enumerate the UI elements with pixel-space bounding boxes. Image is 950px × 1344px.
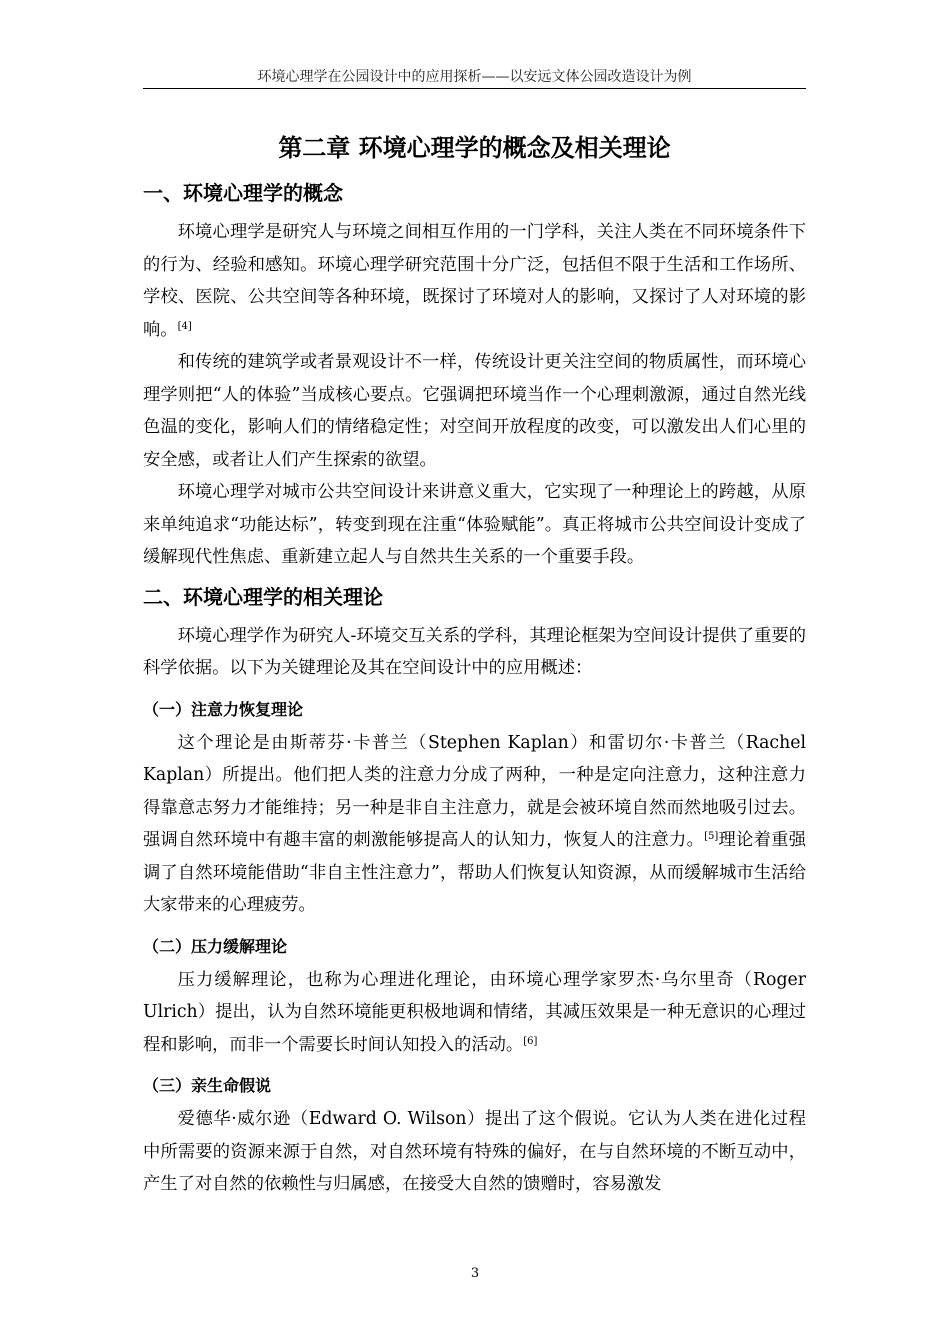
citation-ref: [4] <box>177 320 192 332</box>
paragraph <box>143 964 806 1062</box>
running-header: 环境心理学在公园设计中的应用探析——以安远文体公园改造设计为例 <box>257 69 692 85</box>
section-heading-theories: 二、环境心理学的相关理论 <box>143 584 383 609</box>
paragraph: 环境心理学对城市公共空间设计来讲意义重大，它实现了一种理论上的跨越，从原来单纯追求“功能达标”，转变到现在注重“体验赋能”。真正将城市公共空间设计变成了缓解现代性焦虑、重新建立起人与自然共生关系的一个重要手段。 <box>143 482 806 567</box>
header-rule <box>143 88 806 89</box>
paragraph: 环境心理学作为研究人-环境交互关系的学科，其理论框架为空间设计提供了重要的科学依据。以下为关键理论及其在空间设计中的应用概述： <box>143 625 806 678</box>
chapter-title: 第二章 环境心理学的概念及相关理论 <box>278 134 671 162</box>
page-number: 3 <box>470 1266 480 1281</box>
paragraph <box>143 727 806 922</box>
subsection-heading-biophilia: （三）亲生命假说 <box>143 1076 272 1095</box>
subsection-heading-attention-restoration: （一）注意力恢复理论 <box>143 699 304 719</box>
citation-ref: [6] <box>523 1035 538 1047</box>
paragraph-text: 压力缓解理论，也称为心理进化理论，由环境心理学家罗杰·乌尔里奇（Roger Ulrich）提出，认为自然环境能更积极地调和情绪，其减压效果是一种无意识的心理过程和影响，而非一个需要长时间认知投入的活动。 <box>143 969 806 1055</box>
paragraph <box>143 216 806 346</box>
document-body <box>143 176 806 1201</box>
paragraph: 和传统的建筑学或者景观设计不一样，传统设计更关注空间的物质属性，而环境心理学则把“人的体验”当成核心要点。它强调把环境当作一个心理刺激源，通过自然光线色温的变化，影响人们的情绪稳定性；对空间开放程度的改变，可以激发出人们心里的安全感，或者让人们产生探索的欲望。 <box>143 352 806 470</box>
paragraph-text: 这个理论是由斯蒂芬·卡普兰（Stephen Kaplan）和雷切尔·卡普兰（Rachel Kaplan）所提出。他们把人类的注意力分成了两种，一种是定向注意力，这种注意力得靠意志努力才能维持；另一种是非自主注意力，就是会被环境自然而然地吸引过去。强调自然环境中有趣丰富的刺激能够提高人的认知力，恢复人的注意力。 <box>143 732 806 850</box>
section-heading-concept: 一、环境心理学的概念 <box>143 181 343 205</box>
paragraph-text: 环境心理学是研究人与环境之间相互作用的一门学科，关注人类在不同环境条件下的行为、经验和感知。环境心理学研究范围十分广泛，包括但不限于生活和工作场所、学校、医院、公共空间等各种环境，既探讨了环境对人的影响，又探讨了人对环境的影响。 <box>143 222 806 340</box>
subsection-heading-stress-reduction: （二）压力缓解理论 <box>143 936 288 956</box>
citation-ref: [5] <box>704 831 719 842</box>
paragraph-text: 理论着重强调了自然环境能借助“非自主性注意力”，帮助人们恢复认知资源，从而缓解城市生活给大家带来的心理疲劳。 <box>143 830 806 915</box>
paragraph: 爱德华·威尔逊（Edward O. Wilson）提出了这个假说。它认为人类在进化过程中所需要的资源来源于自然，对自然环境有特殊的偏好，在与自然环境的不断互动中，产生了对自然的依赖性与归属感，在接受大自然的馈赠时，容易激发 <box>143 1109 806 1194</box>
